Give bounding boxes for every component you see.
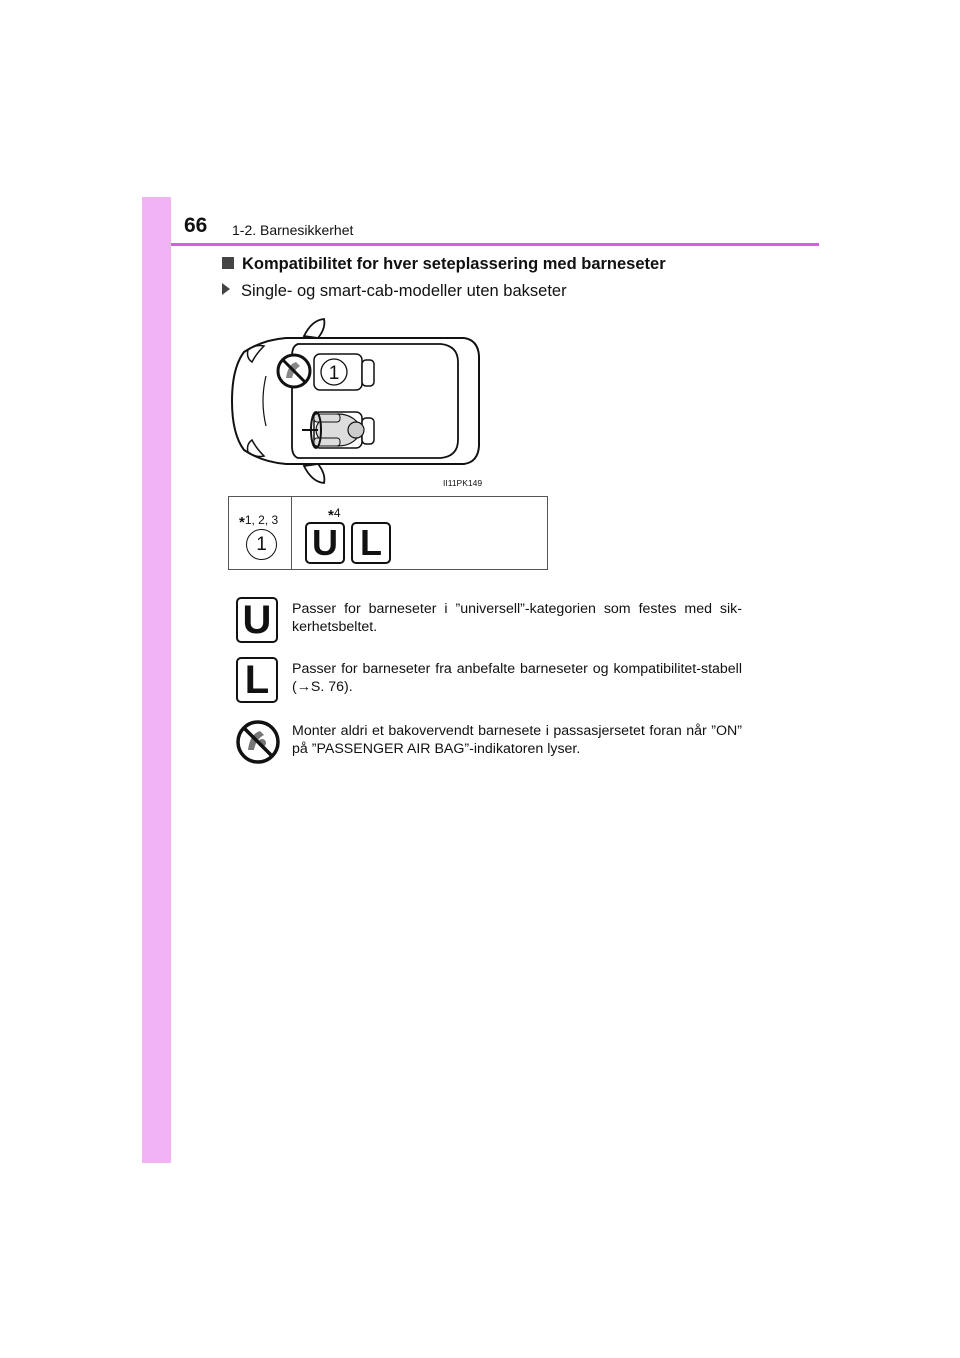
legend-warning-text: Monter aldri et bakovervendt barnesete i passasjersetet foran når ”ON” på ”PASSENGER AIR BAG”-indikatoren lyser. xyxy=(292,723,742,757)
section-heading xyxy=(222,255,666,274)
subheading xyxy=(222,282,567,301)
universal-badge-icon: U xyxy=(305,522,345,564)
car-seat-number-label: 1 xyxy=(328,363,340,384)
lap-badge-icon: L xyxy=(351,522,391,564)
header-rule xyxy=(171,243,819,246)
lap-legend-icon: L xyxy=(236,657,278,703)
table-col1-note-text: 1, 2, 3 xyxy=(244,513,279,527)
asterisk-icon: * xyxy=(328,507,334,524)
square-bullet-icon xyxy=(222,257,234,269)
side-color-band xyxy=(142,197,171,1163)
legend-lap-text: Passer for barneseter fra anbefalte barneseter og kompatibilitet-stabell (→S. 76). xyxy=(292,661,742,695)
universal-legend-icon: U xyxy=(236,597,278,643)
table-seat-number: 1 xyxy=(246,529,277,560)
page-number: 66 xyxy=(184,214,208,237)
table-col2-note-text: 4 xyxy=(333,506,341,520)
table-divider xyxy=(291,497,292,569)
subheading-text: Single- og smart-cab-modeller uten bakseter xyxy=(241,282,567,300)
car-top-view-illustration xyxy=(226,316,486,486)
triangle-bullet-icon xyxy=(222,283,230,295)
figure-code: II11PK149 xyxy=(443,478,483,488)
asterisk-icon: * xyxy=(239,514,245,531)
no-rear-facing-seat-icon xyxy=(235,719,281,765)
section-title: 1-2. Barnesikkerhet xyxy=(232,222,354,238)
heading-text: Kompatibilitet for hver seteplassering med barneseter xyxy=(242,255,666,273)
compatibility-table xyxy=(228,496,548,570)
legend-universal-text: Passer for barneseter i ”universell”-kategorien som festes med sik-kerhetsbeltet. xyxy=(292,601,742,635)
